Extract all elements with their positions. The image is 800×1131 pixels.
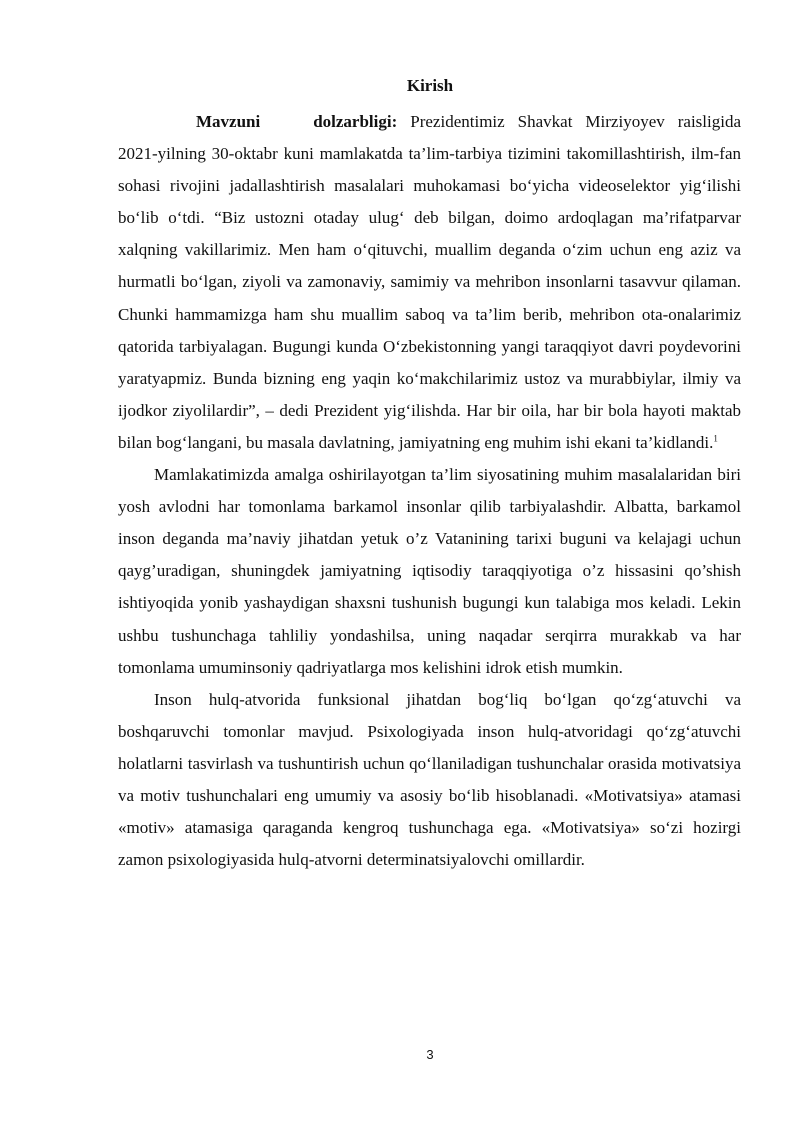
- paragraph-text: Mamlakatimizda amalga oshirilayotgan ta’lim siyosatining muhim masalalaridan biri yosh avlodni har tomonlama barkamol insonlar qilib tarbiyalashdir. Albatta, barkamol inson deganda ma’naviy jihatdan yetuk o’z Vatanining tarixi buguni va kelajagi uchun qayg’uradigan, shuningdek jamiyatning iqtisodiy taraqqiyotiga o’z hissasini qo’shish ishtiyoqida yonib yashaydigan shaxsni tushunish bugungi kun talabiga mos keladi. Lekin ushbu tushunchaga tahliliy yondashilsa, uning naqadar serqirra murakkab va har tomonlama umuminsoniy qadriyatlarga mos kelishini idrok etish mumkin.: [118, 465, 741, 677]
- paragraph-lead: Mavzuni dolzarbligi:: [196, 112, 398, 131]
- paragraph-education-policy: [118, 459, 741, 684]
- section-title: Kirish: [406, 76, 454, 95]
- page-number: 3: [426, 1047, 434, 1062]
- paragraph-text: Inson hulq-atvorida funksional jihatdan bog‘liq bo‘lgan qo‘zg‘atuvchi va boshqaruvchi tomonlar mavjud. Psixologiyada inson hulq-atvoridagi qo‘zg‘atuvchi holatlarni tasvirlash va tushuntirish uchun qo‘llaniladigan tushunchalar orasida motivatsiya va motiv tushunchalari eng umumiy va asosiy bo‘lib hisoblanadi. «Motivatsiya» atamasi «motiv» atamasiga qaraganda kengroq tushunchaga ega. «Motivatsiya» so‘zi hozirgi zamon psixologiyasida hulq-atvorni determinatsiyalovchi omillardir.: [118, 689, 741, 870]
- paragraph-motivation: [118, 684, 741, 877]
- paragraph-relevance: [118, 106, 741, 459]
- paragraph-text: Prezidentimiz Shavkat Mirziyoyev raisligida 2021-yilning 30-oktabr kuni mamlakatda ta’lim-tarbiya tizimini takomillashtirish, ilm-fan sohasi rivojini jadallashtirish masalalari muhokamasi bo‘yicha videoselektor yig‘ilishi bo‘lib o‘tdi. “Biz ustozni otaday ulug‘ deb bilgan, doimo ardoqlagan ma’rifatparvar xalqning vakillarimiz. Men ham o‘qituvchi, muallim deganda o‘zim uchun eng aziz va hurmatli bo‘lgan, ziyoli va zamonaviy, samimiy va mehribon insonlarni tasavvur qilaman. Chunki hammamizga ham shu muallim saboq va ta’lim berib, mehribon ota-onalarimiz qatorida tarbiyalagan. Bugungi kunda O‘zbekistonning yangi taraqqiyot davri poydevorini yaratyapmiz. Bunda bizning eng yaqin ko‘makchilarimiz ustoz va murabbiylar, ilmiy va ijodkor ziyolilardir”, – dedi Prezident yig‘ilishda. Har bir oila, har bir bola hayoti maktab bilan bog‘langani, bu masala davlatning, jamiyatning eng muhim ishi ekani ta’kidlandi.: [118, 112, 741, 452]
- body-text: [118, 106, 741, 876]
- footnote-marker[interactable]: 1: [713, 433, 718, 444]
